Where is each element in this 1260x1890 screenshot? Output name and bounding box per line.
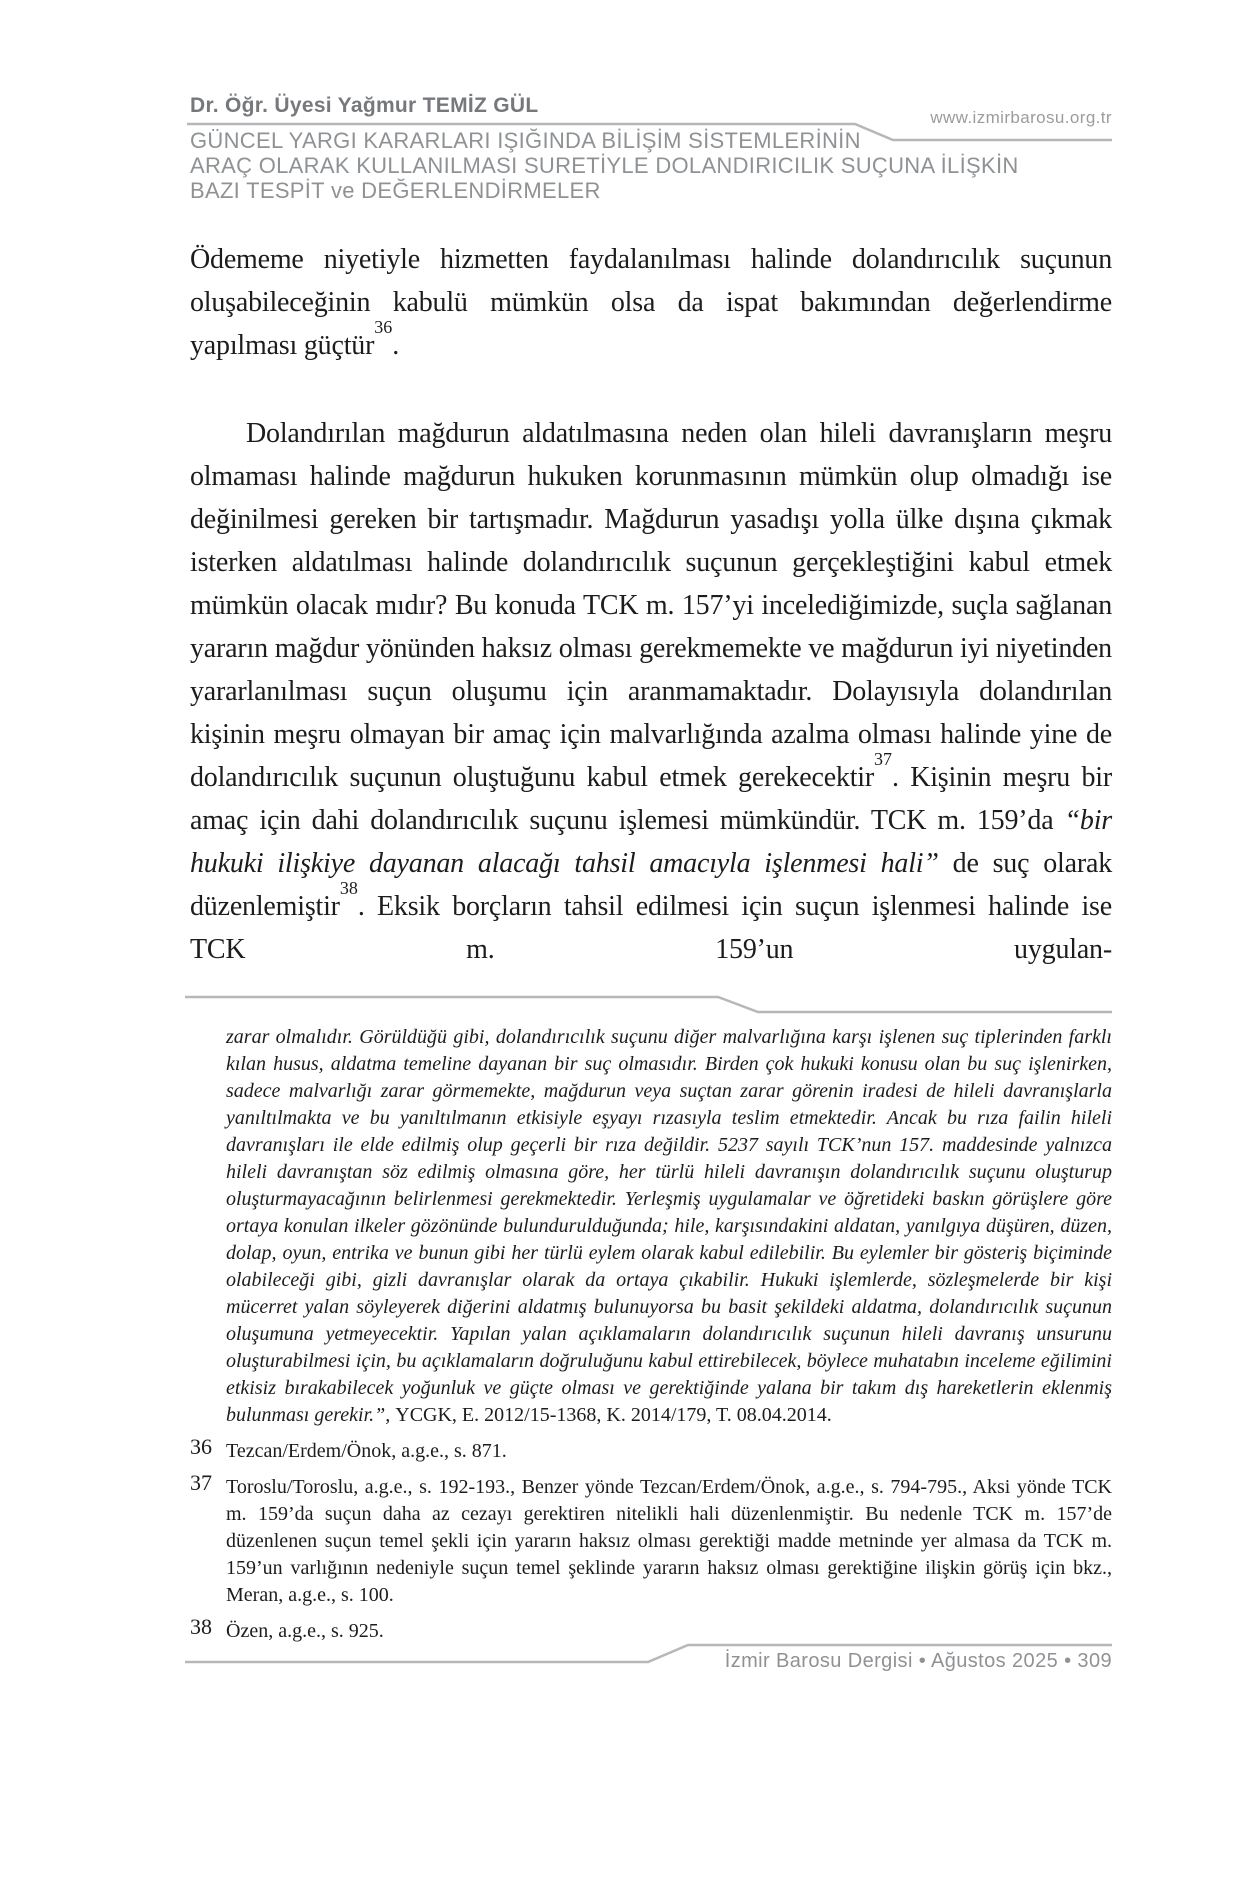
footnote-37 xyxy=(190,1470,1112,1609)
article-body xyxy=(190,238,1112,971)
footnote-continuation-quote: zarar olmalıdır. Görüldüğü gibi, dolandırıcılık suçunu diğer malvarlığına karşı işlenen suç tiplerinden farklı kılan husus, aldatma temeline dayanan bir suç olmasıdır. Birden çok hukuki konusu olan bu suç işlenirken, sadece malvarlığı zarar görmemekte, mağdurun veya suçtan zarar görenin iradesi de hileli davranışlarla yanıltılmakta ve bu yanıltılmanın etkisiyle eşyayı rızasıyla teslim etmektedir. Ancak bu rıza failin hileli davranışları ile elde edilmiş olup geçerli bir rıza değildir. 5237 sayılı TCK’nun 157. maddesinde yalnızca hileli davranıştan söz edilmiş olmasına göre, her türlü hileli davranışın dolandırıcılık suçunu oluşturup oluşturmayacağının belirlenmesi gerekmektedir. Yerleşmiş uygulamalar ve öğretideki baskın görüşlere göre ortaya konulan ilkeler gözönünde bulundurulduğunda; hile, karşısındakini aldatan, yanılgıya düşüren, düzen, dolap, oyun, entrika ve bunun gibi her türlü eylem olarak kabul edilebilir. Bu eylemler bir gösteriş biçiminde olabileceği gibi, gizli davranışlar olarak da ortaya çıkabilir. Hukuki işlemlerde, sözleşmelerde bir kişi mücerret yalan söyleyerek diğerini aldatmış bulunuyorsa bu basit şekildeki aldatma, dolandırıcılık suçunun oluşumuna yetmeyecektir. Yapılan yalan açıklamaların dolandırıcılık suçunun hileli davranış unsurunu oluşturabilmesi için, bu açıklamaların doğruluğunu kabul ettirebilecek, böylece muhatabın inceleme eğilimini etkisiz bırakabilecek yoğunluk ve güçte olması ve gerektiğinde yalana bir takım dış hareketlerin eklenmiş bulunması gerekir.”, xyxy=(226,1026,1112,1426)
footnote-continuation xyxy=(190,1024,1112,1429)
footnote-divider-rule xyxy=(0,988,1260,1018)
footnote-37-text: Toroslu/Toroslu, a.g.e., s. 192-193., Benzer yönde Tezcan/Erdem/Önok, a.g.e., s. 794-795., Aksi yönde TCK m. 159’da suçun daha az cezayı gerektiren nitelikli hali düzenlenmiştir. Bu nedenle TCK m. 157’de düzenlenen suçun temel şekli için yararın haksız olması gerektiği madde metninde yer almasa da TCK m. 159’un varlığının nedeniyle suçun temel şeklinde yararın haksız olması gerektiğine ilişkin görüş için bkz., Meran, a.g.e., s. 100. xyxy=(226,1476,1112,1606)
paragraph-2-part2: . Kişinin meşru bir amaç için dahi dolandırıcılık suçunu işlemesi mümkündür. TCK m. 159’da xyxy=(190,762,1112,836)
paragraph-1 xyxy=(190,238,1112,367)
footnote-continuation-citation: YCGK, E. 2012/15-1368, K. 2014/179, T. 08.04.2014. xyxy=(395,1404,832,1426)
footnote-ref-36: 36 xyxy=(374,316,393,337)
article-title-line3: BAZI TESPİT ve DEĞERLENDİRMELER xyxy=(190,178,601,203)
article-title xyxy=(190,128,1130,203)
paragraph-2 xyxy=(190,412,1112,971)
footer-journal-info: İzmir Barosu Dergisi • Ağustos 2025 • 309 xyxy=(724,1650,1112,1672)
footnote-38-number: 38 xyxy=(190,1614,212,1639)
footnote-38-text: Özen, a.g.e., s. 925. xyxy=(226,1620,384,1642)
paragraph-2-quote: “bir hukuki ilişkiye dayanan alacağı tahsil amacıyla işlenmesi hali” xyxy=(190,805,1112,879)
paragraph-2-part1: Dolandırılan mağdurun aldatılmasına neden olan hileli davranışların meşru olmaması halinde mağdurun hukuken korunmasının mümkün olup olmadığı ise değinilmesi gereken bir tartışmadır. Mağdurun yasadışı yolla ülke dışına çıkmak isterken aldatılması halinde dolandırıcılık suçunun gerçekleştiğini kabul etmek mümkün olacak mıdır? Bu konuda TCK m. 157’yi incelediğimizde, suçla sağlanan yararın mağdur yönünden haksız olması gerekmemekte ve mağdurun iyi niyetinden yararlanılması suçun oluşumu için aranmamaktadır. Dolayısıyla dolandırılan kişinin meşru olmayan bir amaç için malvarlığında azalma olması halinde yine de dolandırıcılık suçunun oluştuğunu kabul etmek gerekecektir xyxy=(190,418,1112,793)
paragraph-1-period: . xyxy=(392,330,400,361)
footnote-ref-38: 38 xyxy=(339,877,358,898)
paragraph-2-part4: . Eksik borçların tahsil edilmesi için suçun işlenmesi halinde ise TCK m. 159’un uygulan- xyxy=(190,891,1112,965)
article-title-line2: ARAÇ OLARAK KULLANILMASI SURETİYLE DOLANDIRICILIK SUÇUNA İLİŞKİN xyxy=(190,153,1019,178)
footnote-36 xyxy=(190,1434,1112,1465)
paragraph-1-text: Ödememe niyetiyle hizmetten faydalanılması halinde dolandırıcılık suçunun oluşabileceğinin kabulü mümkün olsa da ispat bakımından değerlendirme yapılması güçtür xyxy=(190,244,1112,361)
article-title-line1: GÜNCEL YARGI KARARLARI IŞIĞINDA BİLİŞİM SİSTEMLERİNİN xyxy=(190,128,861,153)
journal-website: www.izmirbarosu.org.tr xyxy=(930,108,1112,127)
author-name: Dr. Öğr. Üyesi Yağmur TEMİZ GÜL xyxy=(190,94,539,117)
footnote-36-text: Tezcan/Erdem/Önok, a.g.e., s. 871. xyxy=(226,1440,507,1462)
footnotes-section xyxy=(190,1024,1112,1654)
paragraph-2-part3: de suç olarak düzenlemiştir xyxy=(190,848,1112,922)
footnote-36-number: 36 xyxy=(190,1434,212,1459)
footnote-37-number: 37 xyxy=(190,1470,212,1495)
footnote-ref-37: 37 xyxy=(874,748,892,769)
